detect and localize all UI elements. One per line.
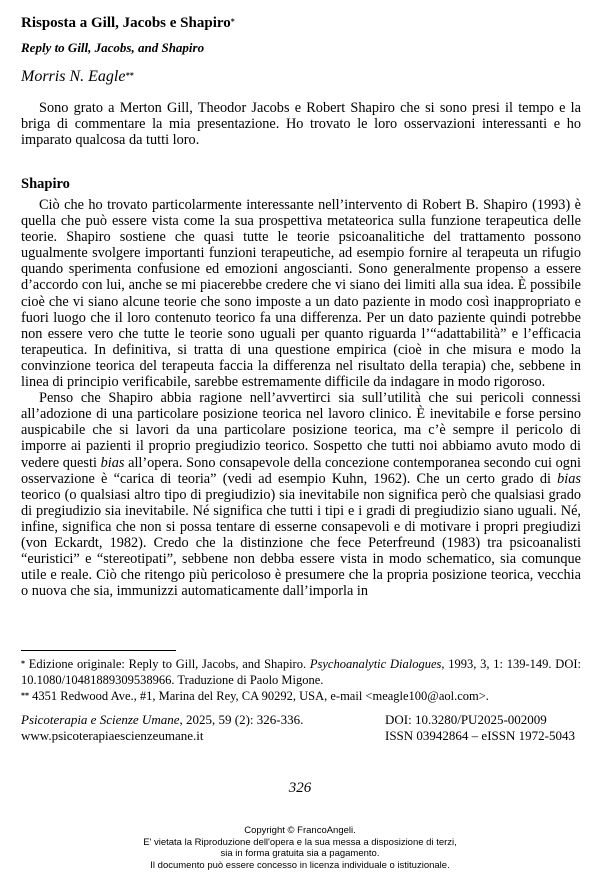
- page-number: 326: [288, 780, 312, 796]
- author-name: Morris N. Eagle**: [21, 68, 134, 85]
- copyright-notice: Copyright © FrancoAngeli. E' vietata la Riproduzione dell'opera e la sua messa a disposizione di terzi, sia in forma gratuita sia a pagamento. Il documento può essere concesso in licenza individuale o istituzionale.: [143, 825, 457, 871]
- author-footnote-mark: **: [125, 71, 134, 80]
- paragraph-2: Penso che Shapiro abbia ragione nell’avvertirci sia sull’utilità che sui pericoli connessi all’adozione di una particolare posizione teorica nel lavoro clinico. È inevitabile e forse persino auspicabile che si lavori da una particolare posizione teorica, ma c’è sempre il pericolo di imporre ai pazienti il proprio pregiudizio teorico. Sospetto che tutti noi abbiamo avuto modo di vedere questi bias all’opera. Sono consapevole della concezione contemporanea secondo cui ogni osservazione è “carica di teoria” (vedi ad esempio Kuhn, 1962). Che un certo grado di bias teorico (o qualsiasi altro tipo di pregiudizio) sia inevitabile non significa però che qualsiasi grado di pregiudizio sia inevitabile. Né significa che tutti i tipi e i gradi di pregiudizio siano uguali. Né, infine, significa che non si possa tentare di esserne consapevoli e di motivare i propri pregiudizi (von Eckardt, 1982). Credo che la distinzione che fece Peterfreund (1983) tra psicoanalisti “euristici” e “stereotipati”, sebbene non debba essere vista in modo schematico, sia comunque utile e reale. Ciò che ritengo più pericoloso è presumere che la propria posizione teorica, vecchia o nuova che sia, immunizzi automaticamente dall’imporla in: [21, 390, 582, 600]
- footnote-2: ** 4351 Redwood Ave., #1, Marina del Rey, CA 90292, USA, e-mail <meagle100@aol.com>.: [21, 689, 489, 703]
- intro-text: Sono grato a Merton Gill, Theodor Jacobs e Robert Shapiro che si sono presi il tempo e la briga di commentare la mia presentazione. Ho trovato le loro osservazioni interessanti e ho imparato qualcosa da tutti loro.: [21, 100, 581, 149]
- paragraph-1: Ciò che ho trovato particolarmente interessante nell’intervento di Robert B. Shapiro (1993) è quella che può essere vista come la sua prospettiva metateorica sulla funzione terapeutica delle teorie. Shapiro sostiene che quasi tutte le teorie psicoanalitiche del trattamento possono ugualmente svolgere importanti funzioni terapeutiche, ad esempio fornire al terapeuta un rifugio quando sperimenta confusione ed emozioni angoscianti. Sono generalmente propenso a essere d’accordo con lui, anche se mi piacerebbe credere che vi siano dei limiti alla sua idea. È possibile cioè che vi siano alcune teorie che sono imposte a un dato paziente in modo così inappropriato e fuori luogo che il loro contenuto teorico fa una differenza. Per un dato paziente quindi potrebbe non essere vero che tutte le teorie sono uguali per quanto riguarda l’“adattabilità” e l’efficacia terapeutica. In definitiva, si tratta di una questione empirica (cioè in che misura e modo la convinzione teorica del terapeuta faccia la differenza nel risultato della terapia) che, sebbene in linea di principio verificabile, sarebbe estremamente difficile da indagare in modo rigoroso.: [21, 197, 581, 391]
- journal-website: www.psicoterapiaescienzeumane.it: [21, 728, 204, 743]
- doi-label: DOI: 10.3280/PU2025-002009: [385, 712, 547, 727]
- footnote-1: * Edizione originale: Reply to Gill, Jacobs, and Shapiro. Psychoanalytic Dialogues, 1993, 3, 1: 139-149. DOI: 10.1080/10481889309538966. Traduzione di Paolo Migone.: [21, 657, 581, 687]
- italic-term: bias: [100, 454, 125, 471]
- intro-paragraph: [21, 100, 581, 148]
- issn-label: ISSN 03942864 – eISSN 1972-5043: [385, 728, 575, 743]
- italic-term: bias: [557, 470, 581, 487]
- section-heading: Shapiro: [21, 176, 70, 192]
- body-text: [21, 197, 581, 599]
- article-subtitle: Reply to Gill, Jacobs, and Shapiro: [21, 40, 205, 55]
- article-title: Risposta a Gill, Jacobs e Shapiro*: [21, 15, 235, 31]
- footnote-divider: [21, 650, 176, 651]
- title-footnote-mark: *: [230, 17, 235, 26]
- journal-citation: Psicoterapia e Scienze Umane, 2025, 59 (2): 326-336.: [21, 712, 304, 727]
